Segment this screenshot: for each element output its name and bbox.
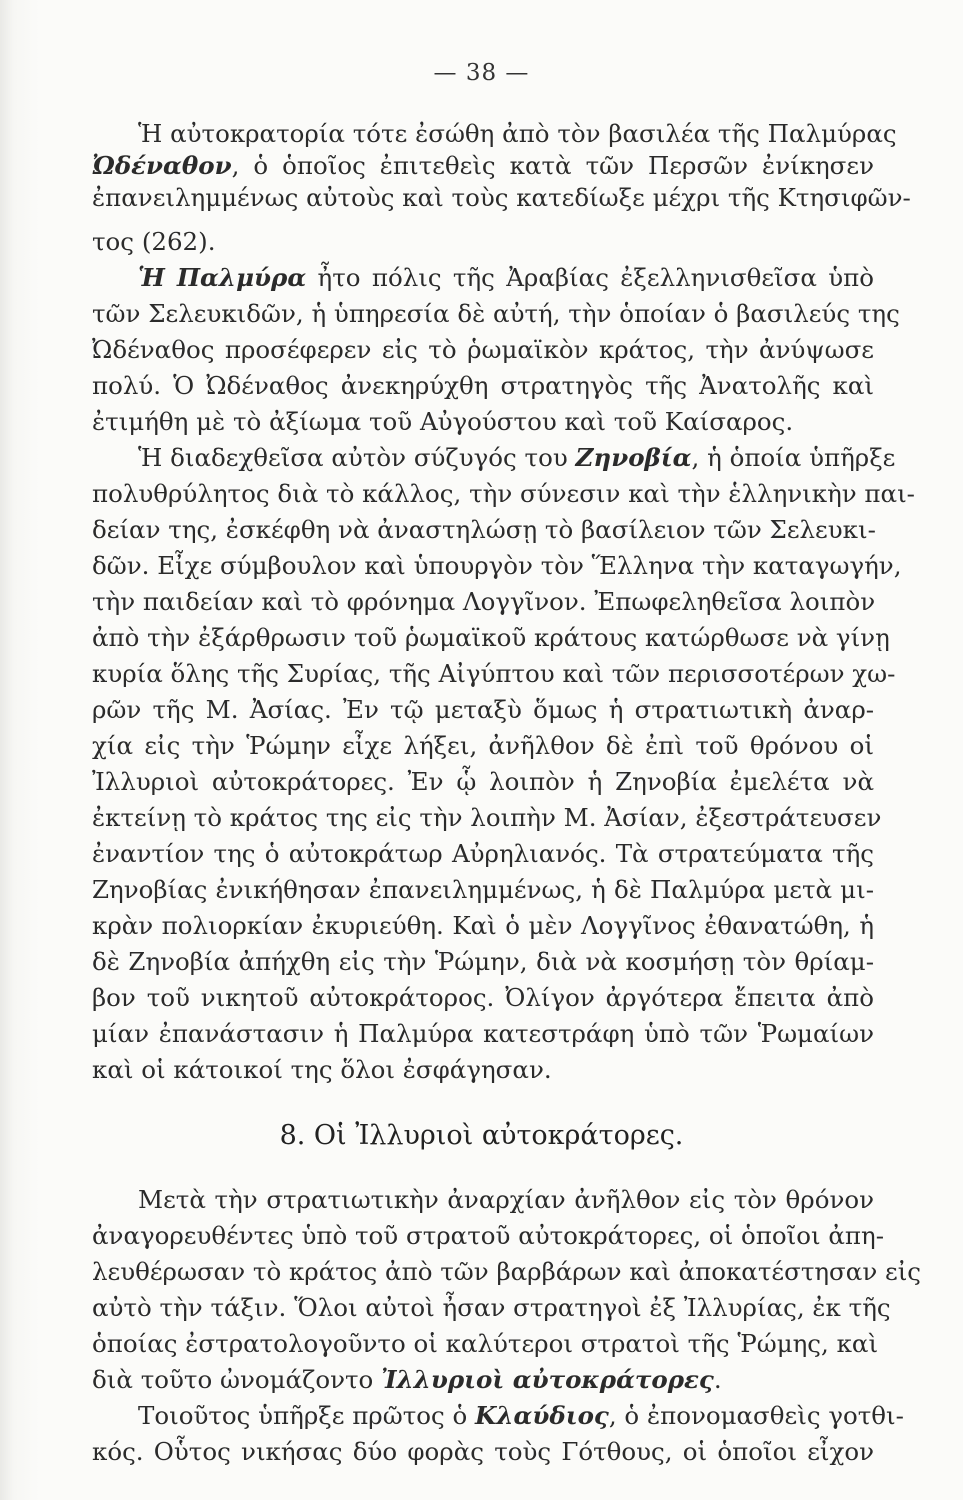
- text-line: δείαν της, ἐσκέφθη νὰ ἀναστηλώσῃ τὸ βασίλειον τῶν Σελευκι-: [92, 515, 876, 544]
- text-line: Μετὰ τὴν στρατιωτικὴν ἀναρχίαν ἀνῆλθον εἰς τὸν θρόνον: [138, 1185, 874, 1214]
- text-line: Ἡ αὐτοκρατορία τότε ἐσώθη ἀπὸ τὸν βασιλέα τῆς Παλμύρας: [138, 119, 897, 148]
- text-line: βον τοῦ νικητοῦ αὐτοκράτορος. Ὀλίγον ἀργότερα ἔπειτα ἀπὸ: [92, 983, 874, 1012]
- text-line: τὴν παιδείαν καὶ τὸ φρόνημα Λογγῖνον. Ἐπωφεληθεῖσα λοιπὸν: [92, 587, 876, 616]
- bold-term-zenobia: Ζηνοβία: [575, 443, 692, 472]
- bold-term-odenathon: Ὠδέναθον: [92, 151, 232, 180]
- text-line: Τοιοῦτος ὑπῆρξε πρῶτος ὁ Κλαύδιος, ὁ ἐπονομασθεὶς γοτθι-: [138, 1401, 904, 1430]
- text-line: κός. Οὗτος νικήσας δύο φορὰς τοὺς Γότθους, οἱ ὁποῖοι εἶχον: [92, 1437, 874, 1466]
- text-line: Ζηνοβίας ἐνικήθησαν ἐπανειλημμένως, ἡ δὲ Παλμύρα μετὰ μι-: [92, 875, 874, 904]
- text-line: διὰ τοῦτο ὠνομάζοντο Ἰλλυριοὶ αὐτοκράτορες.: [92, 1365, 722, 1394]
- bold-term-illyrioi: Ἰλλυριοὶ αὐτοκράτορες: [381, 1365, 714, 1394]
- text-line: ἐναντίον της ὁ αὐτοκράτωρ Αὐρηλιανός. Τὰ στρατεύματα τῆς: [92, 839, 874, 868]
- text-line: κυρία ὅλης τῆς Συρίας, τῆς Αἰγύπτου καὶ τῶν περισσοτέρων χω-: [92, 659, 896, 688]
- text-line: δῶν. Εἶχε σύμβουλον καὶ ὑπουργὸν τὸν Ἕλληνα τὴν καταγωγήν,: [92, 551, 902, 580]
- text-line: ἀπὸ τὴν ἐξάρθρωσιν τοῦ ῥωμαϊκοῦ κράτους κατώρθωσε νὰ γίνῃ: [92, 623, 890, 652]
- text-line: αὐτὸ τὴν τάξιν. Ὅλοι αὐτοὶ ἦσαν στρατηγοὶ ἐξ Ἰλλυρίας, ἐκ τῆς: [92, 1293, 891, 1322]
- text-line: μίαν ἐπανάστασιν ἡ Παλμύρα κατεστράφη ὑπὸ τῶν Ῥωμαίων: [92, 1019, 874, 1048]
- text-line: Ὠδέναθος προσέφερεν εἰς τὸ ῥωμαϊκὸν κράτος, τὴν ἀνύψωσε: [92, 335, 874, 364]
- text-line: ἀναγορευθέντες ὑπὸ τοῦ στρατοῦ αὐτοκράτορες, οἱ ὁποῖοι ἀπη-: [92, 1221, 884, 1250]
- text-line: Ἡ Παλμύρα ἦτο πόλις τῆς Ἀραβίας ἐξελληνισθεῖσα ὑπὸ: [138, 263, 874, 292]
- text-line: κρὰν πολιορκίαν ἐκυριεύθη. Καὶ ὁ μὲν Λογγῖνος ἐθανατώθη, ἡ: [92, 911, 874, 940]
- text-line: Ἡ διαδεχθεῖσα αὐτὸν σύζυγός του Ζηνοβία, ἡ ὁποία ὑπῆρξε: [138, 443, 896, 472]
- text-line: Ἰλλυριοὶ αὐτοκράτορες. Ἐν ᾧ λοιπὸν ἡ Ζηνοβία ἐμελέτα νὰ: [92, 767, 874, 796]
- text-line: ἐπανειλημμένως αὐτοὺς καὶ τοὺς κατεδίωξε μέχρι τῆς Κτησιφῶν-: [92, 183, 911, 212]
- bold-term-klaudios: Κλαύδιος: [475, 1401, 609, 1430]
- text-line: τος (262).: [92, 227, 216, 256]
- text-line: χία εἰς τὴν Ῥώμην εἶχε λήξει, ἀνῆλθον δὲ ἐπὶ τοῦ θρόνου οἱ: [92, 731, 874, 760]
- text-line: ἐκτείνῃ τὸ κράτος της εἰς τὴν λοιπὴν Μ. Ἀσίαν, ἐξεστράτευσεν: [92, 803, 882, 832]
- page-number: — 38 —: [433, 60, 530, 86]
- text-line: πολυθρύλητος διὰ τὸ κάλλος, τὴν σύνεσιν καὶ τὴν ἑλληνικὴν παι-: [92, 479, 915, 508]
- text-line: πολύ. Ὁ Ὠδέναθος ἀνεκηρύχθη στρατηγὸς τῆς Ἀνατολῆς καὶ: [92, 371, 874, 400]
- bold-term-palmyra: Ἡ Παλμύρα: [138, 263, 307, 292]
- text-line: καὶ οἱ κάτοικοί της ὅλοι ἐσφάγησαν.: [92, 1055, 552, 1084]
- section-heading: 8. Οἱ Ἰλλυριοὶ αὐτοκράτορες.: [279, 1120, 684, 1151]
- text-line: δὲ Ζηνοβία ἀπήχθη εἰς τὴν Ῥώμην, διὰ νὰ κοσμήσῃ τὸν θρίαμ-: [92, 947, 874, 976]
- text-line: ἐτιμήθη μὲ τὸ ἀξίωμα τοῦ Αὐγούστου καὶ τοῦ Καίσαρος.: [92, 407, 794, 436]
- text-line: ρῶν τῆς Μ. Ἀσίας. Ἐν τῷ μεταξὺ ὅμως ἡ στρατιωτικὴ ἀναρ-: [92, 695, 874, 724]
- text-line: τῶν Σελευκιδῶν, ἡ ὑπηρεσία δὲ αὐτή, τὴν ὁποίαν ὁ βασιλεύς της: [92, 299, 900, 328]
- text-line: ὁποίας ἐστρατολογοῦντο οἱ καλύτεροι στρατοὶ τῆς Ῥώμης, καὶ: [92, 1329, 879, 1358]
- text-line: λευθέρωσαν τὸ κράτος ἀπὸ τῶν βαρβάρων καὶ ἀποκατέστησαν εἰς: [92, 1257, 922, 1286]
- text-line: Ὠδέναθον, ὁ ὁποῖος ἐπιτεθεὶς κατὰ τῶν Περσῶν ἐνίκησεν: [92, 151, 874, 180]
